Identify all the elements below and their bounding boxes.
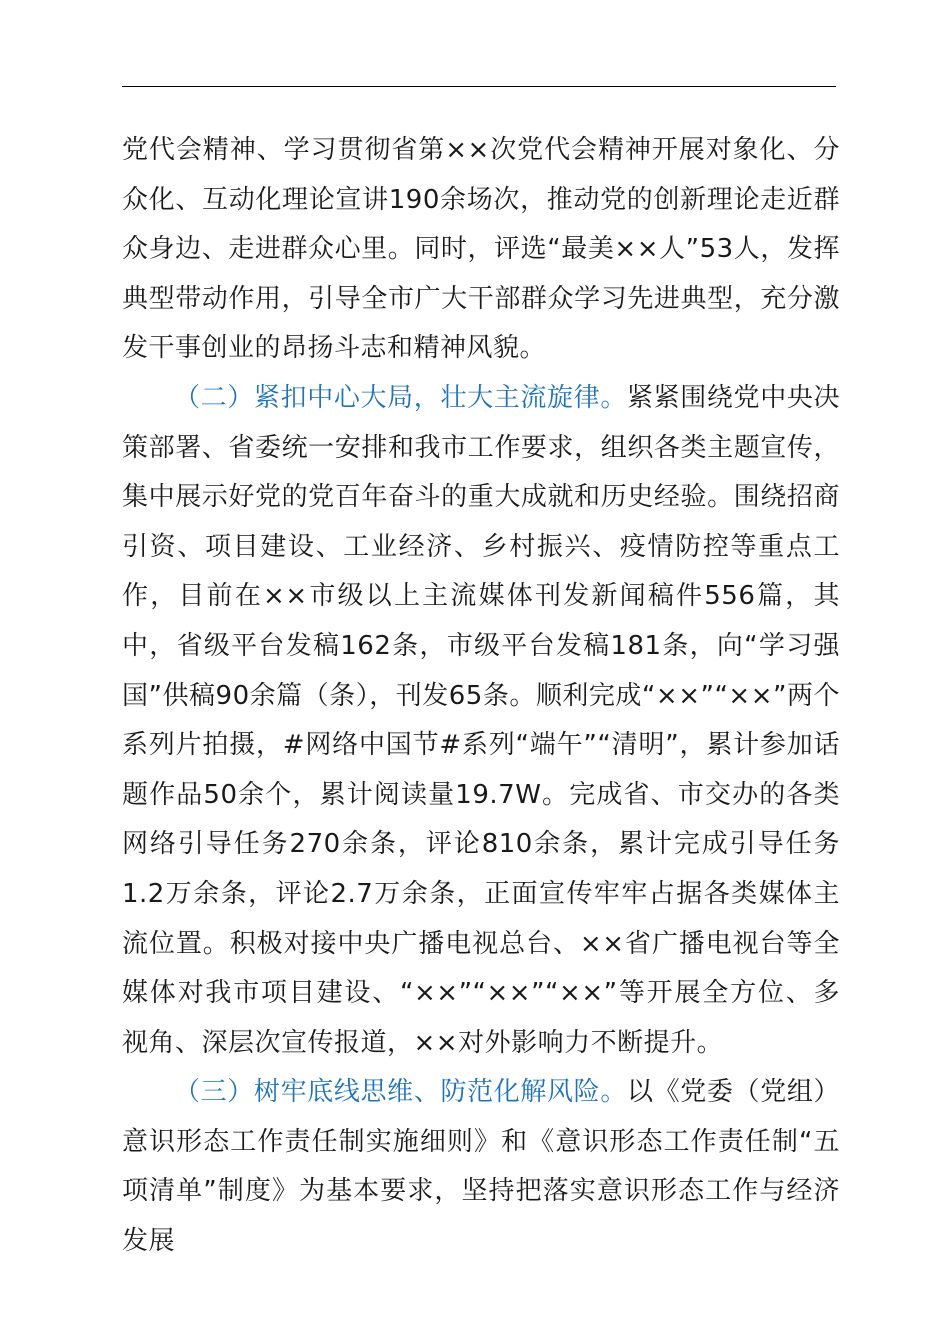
document-body (122, 126, 840, 1267)
paragraph-text: 以《党委（党组）意识形态工作责任制实施细则》和《意识形态工作责任制“五项清单”制度》为基本要求，坚持把落实意识形态工作与经济发展 (122, 1077, 840, 1257)
paragraph-section-2 (122, 374, 840, 1068)
section-heading: （二）紧扣中心大局，壮大主流旋律。 (174, 382, 627, 413)
paragraph-text: 党代会精神、学习贯彻省第××次党代会精神开展对象化、分众化、互动化理论宣讲190余场次，推动党的创新理论走近群众身边、走进群众心里。同时，评选“最美××人”53人，发挥典型带动作用，引导全市广大干部群众学习先进典型，充分激发干事创业的昂扬斗志和精神风貌。 (122, 135, 840, 364)
paragraph-section-3 (122, 1068, 840, 1266)
section-heading: （三）树牢底线思维、防范化解风险。 (174, 1077, 627, 1108)
paragraph-text: 紧紧围绕党中央决策部署、省委统一安排和我市工作要求，组织各类主题宣传，集中展示好党的党百年奋斗的重大成就和历史经验。围绕招商引资、项目建设、工业经济、乡村振兴、疫情防控等重点工作，目前在××市级以上主流媒体刊发新闻稿件556篇，其中，省级平台发稿162条，市级平台发稿181条，向“学习强国”供稿90余篇（条），刊发65条。顺利完成“××”“××”两个系列片拍摄，#网络中国节#系列“端午”“清明”，累计参加话题作品50余个，累计阅读量19.7W。完成省、市交办的各类网络引导任务270余条，评论810余条，累计完成引导任务1.2万余条，评论2.7万余条，正面宣传牢牢占据各类媒体主流位置。积极对接中央广播电视总台、××省广播电视台等全媒体对我市项目建设、“××”“××”“××”等开展全方位、多视角、深层次宣传报道，××对外影响力不断提升。 (122, 382, 840, 1058)
paragraph-continued (122, 126, 840, 374)
header-rule (122, 86, 836, 87)
